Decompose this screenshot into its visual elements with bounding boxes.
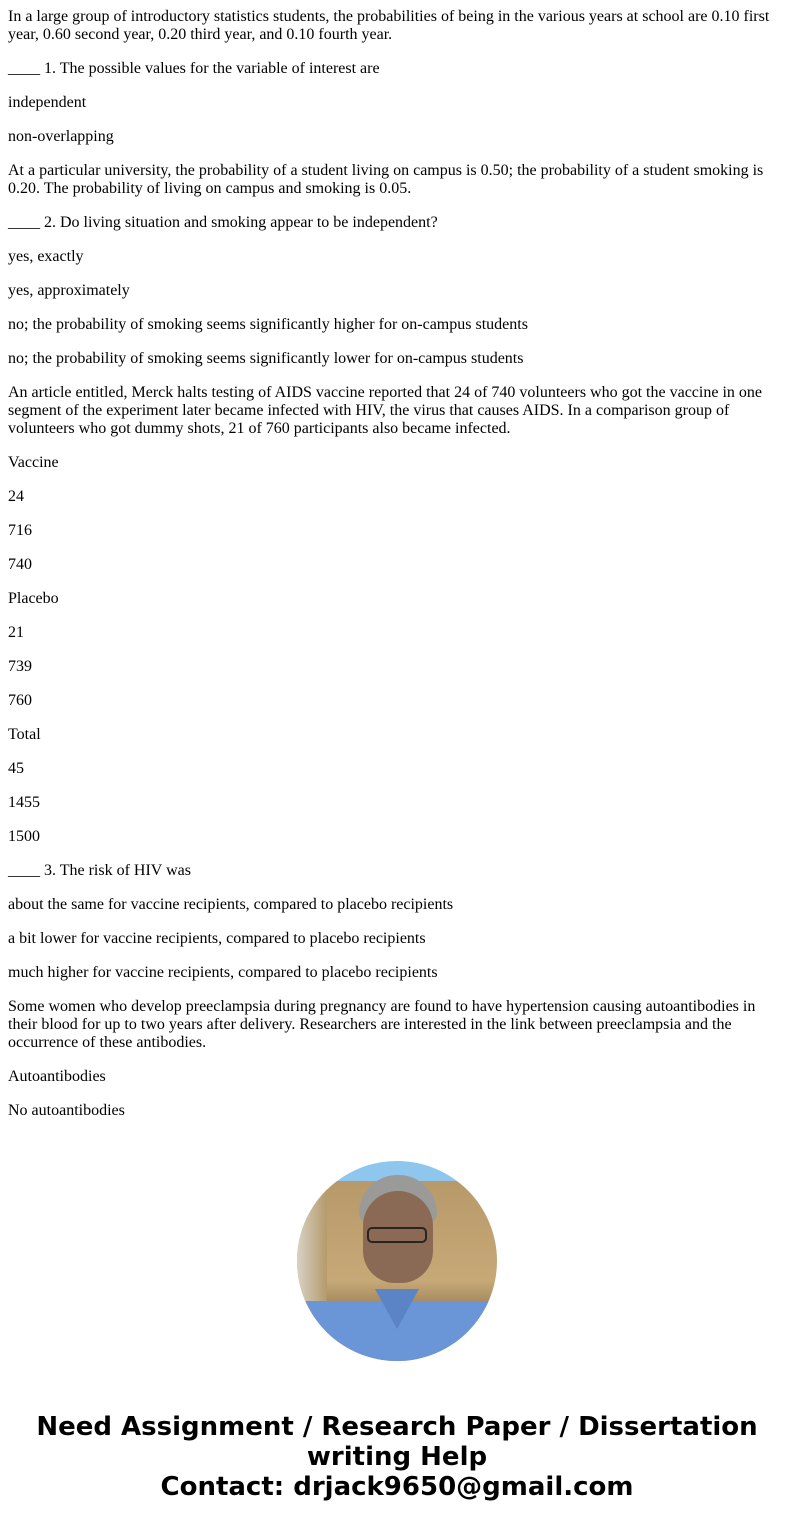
option: about the same for vaccine recipients, compared to placebo recipients [8,896,454,913]
intro-paragraph-2: At a particular university, the probability of a student living on campus is 0.50; the probability of a student smoking is 0.20. The probability of living on campus and smoking is 0.05. [8,162,764,197]
table-cell: Total [8,726,41,743]
option: yes, approximately [8,282,130,299]
promo-headline: Need Assignment / Research Paper / Dissertation writing Help [36,1412,758,1472]
table-cell: 45 [8,760,24,777]
table-cell: Placebo [8,590,59,607]
option: no; the probability of smoking seems significantly lower for on-campus students [8,350,524,367]
table-cell: 760 [8,692,32,709]
option: a bit lower for vaccine recipients, compared to placebo recipients [8,930,426,947]
option: independent [8,94,87,111]
option: much higher for vaccine recipients, compared to placebo recipients [8,964,438,981]
table-cell: 740 [8,556,32,573]
table-cell: 24 [8,488,24,505]
question-3: ____ 3. The risk of HIV was [8,862,191,879]
intro-paragraph-3: An article entitled, Merck halts testing of AIDS vaccine reported that 24 of 740 volunteers who got the vaccine in one segment of the experiment later became infected with HIV, the virus that causes AIDS. In a comparison group of volunteers who got dummy shots, 21 of 760 participants also became infected. [8,384,762,437]
intro-paragraph-1: In a large group of introductory statistics students, the probabilities of being in the various years at school are 0.10 first year, 0.60 second year, 0.20 third year, and 0.10 fourth year. [8,8,770,43]
table-cell: 739 [8,658,32,675]
option: No autoantibodies [8,1102,125,1119]
promo-contact: Contact: drjack9650@gmail.com [160,1472,634,1502]
table-cell: 21 [8,624,24,641]
option: no; the probability of smoking seems significantly higher for on-campus students [8,316,528,333]
photo-glasses [367,1227,427,1243]
table-cell: 716 [8,522,32,539]
table-cell: 1500 [8,828,40,845]
author-photo [297,1161,497,1361]
promo-banner [0,1412,794,1502]
table-cell: Vaccine [8,454,59,471]
option: non-overlapping [8,128,114,145]
question-1: ____ 1. The possible values for the variable of interest are [8,60,380,77]
question-2: ____ 2. Do living situation and smoking appear to be independent? [8,214,438,231]
document-body [0,8,794,1120]
photo-background [297,1181,327,1301]
intro-paragraph-4: Some women who develop preeclampsia during pregnancy are found to have hypertension causing autoantibodies in their blood for up to two years after delivery. Researchers are interested in the link between preeclampsia and the occurrence of these antibodies. [8,998,756,1051]
option: Autoantibodies [8,1068,106,1085]
option: yes, exactly [8,248,84,265]
table-cell: 1455 [8,794,40,811]
